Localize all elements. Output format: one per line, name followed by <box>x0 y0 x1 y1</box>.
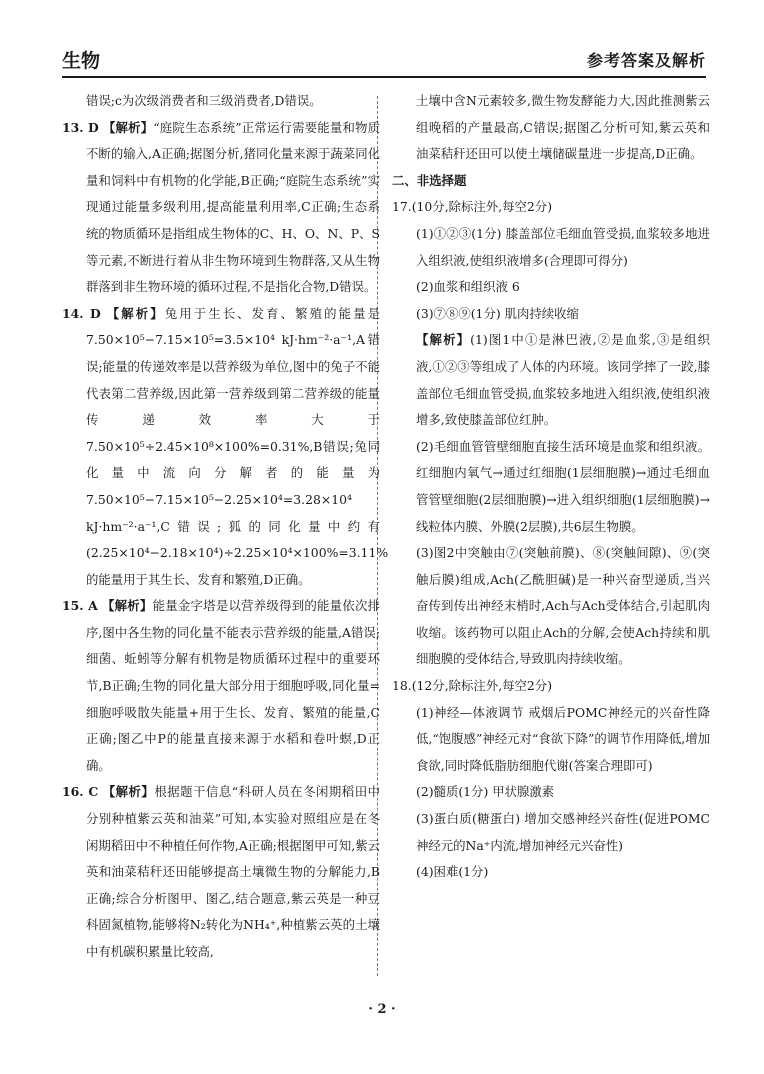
q17-answer-1: (1)①②③(1分) 膝盖部位毛细血管受损,血浆较多地进入组织液,使组织液增多(合理即可得分) <box>416 225 710 268</box>
q18-answer-1: (1)神经—体液调节 戒烟后POMC神经元的兴奋性降低,“饱腹感”神经元对“食欲下降”的调节作用降低,增加食欲,同时降低脂肪细胞代谢(答案合理即可) <box>416 704 710 773</box>
q18-answer-2: (2)髓质(1分) 甲状腺激素 <box>416 784 555 800</box>
q14-text: 兔用于生长、发育、繁殖的能量是7.50×10⁵−7.15×10⁵=3.5×10⁴ kJ·hm⁻²·a⁻¹,A错误;能量的传递效率是以营养级为单位,图中的兔子不能代表第二营养级,因此第一营养级到第二营养级的能量传递效率大于7.50×10⁵÷2.45×10⁸×100%=0.31%,B错误;兔同化量中流向分解者的能量为7.50×10⁵−7.15×10⁵−2.25×10⁴=3.28×10⁴ kJ·hm⁻²·a⁻¹,C错误;狐的同化量中约有(2.25×10⁴−2.18×10⁴)÷2.25×10⁴×100%=3.11%的能量用于其生长、发育和繁殖,D正确。 <box>86 305 389 587</box>
q15-answer <box>62 593 380 779</box>
q18-head: 18.(12分,除标注外,每空2分) <box>392 678 553 694</box>
q16-number: 16. C <box>62 784 99 800</box>
left-column <box>62 88 389 966</box>
q12-continuation: 错误;c为次级消费者和三级消费者,D错误。 <box>86 93 322 108</box>
q14-number: 14. D <box>62 305 101 321</box>
q13-number: 13. D <box>62 119 99 135</box>
q17-explanation-1-text: (1)图1中①是淋巴液,②是血浆,③是组织液,①②③等组成了人体的内环境。该同学摔了一跤,膝盖部位毛细血管受损,血浆较多地进入组织液,使组织液增多,致使膝盖部位红肿。 <box>416 332 710 428</box>
q13-analysis-tag: 【解析】 <box>102 119 154 135</box>
q16-text: 根据题干信息“科研人员在冬闲期稻田中分别种植紫云英和油菜”可知,本实验对照组应是在冬闲期稻田中不种植任何作物,A正确;根据图甲可知,紫云英和油菜秸秆还田能够提高土壤微生物的分解能力,B正确;综合分析图甲、图乙,结合题意,紫云英是一种豆科固氮植物,能够将N₂转化为NH₄⁺,种植紫云英的土壤中有机碳积累量比较高, <box>86 784 380 959</box>
q16-analysis-tag: 【解析】 <box>102 784 155 800</box>
q16-answer <box>62 779 380 965</box>
q16-continuation: 土壤中含N元素较多,微生物发酵能力大,因此推测紫云组晚稻的产量最高,C错误;据图乙分析可知,紫云英和油菜秸秆还田可以使土壤储碳量进一步提高,D正确。 <box>416 93 710 162</box>
header-title: 参考答案及解析 <box>586 51 706 70</box>
q13-answer <box>62 115 380 301</box>
q15-analysis-tag: 【解析】 <box>101 598 153 614</box>
q17-head: 17.(10分,除标注外,每空2分) <box>392 199 553 215</box>
section-heading: 二、非选择题 <box>392 172 467 188</box>
subject-label: 生物 <box>62 50 101 72</box>
q17-answer-3: (3)⑦⑧⑨(1分) 肌肉持续收缩 <box>416 305 579 321</box>
page-number: · 2 · <box>368 1002 396 1017</box>
page-header <box>62 42 706 78</box>
q17-answer-2: (2)血浆和组织液 6 <box>416 279 520 295</box>
q14-analysis-tag: 【解析】 <box>106 305 165 321</box>
q15-text: 能量金字塔是以营养级得到的能量依次排序,图中各生物的同化量不能表示营养级的能量,A错误;细菌、蚯蚓等分解有机物是物质循环过程中的重要环节,B正确;生物的同化量大部分用于细胞呼吸,同化量=细胞呼吸散失能量+用于生长、发育、繁殖的能量,C正确;图乙中P的能量直接来源于水稻和卷叶螟,D正确。 <box>86 598 381 773</box>
q14-answer <box>62 301 389 594</box>
q17-explanation-3: (3)图2中突触由⑦(突触前膜)、⑧(突触间隙)、⑨(突触后膜)组成,Ach(乙酰胆碱)是一种兴奋型递质,当兴奋传到传出神经末梢时,Ach与Ach受体结合,引起肌肉收缩。该药物可以阻止Ach的分解,会使Ach持续和肌细胞膜的受体结合,导致肌肉持续收缩。 <box>416 545 710 667</box>
q17-explanation-1 <box>392 327 710 433</box>
q18-answer-4: (4)困难(1分) <box>416 864 489 880</box>
q13-text: “庭院生态系统”正常运行需要能量和物质不断的输入,A正确;据图分析,猪同化量来源于蔬菜同化量和饲料中有机物的化学能,B正确;“庭院生态系统”实现通过能量多级利用,提高能量利用率,C正确;生态系统的物质循环是指组成生物体的C、H、O、N、P、S等元素,不断进行着从非生物环境到生物群落,又从生物群落到非生物环境的循环过程,不是指化合物,D错误。 <box>86 119 381 295</box>
q17-explanation-2: (2)毛细血管管壁细胞直接生活环境是血浆和组织液。红细胞内氧气→通过红细胞(1层细胞膜)→通过毛细血管管壁细胞(2层细胞膜)→进入组织细胞(1层细胞膜)→线粒体内膜、外膜(2层膜),共6层生物膜。 <box>416 438 710 534</box>
q15-number: 15. A <box>62 598 98 614</box>
q17-analysis-tag: 【解析】 <box>416 332 471 348</box>
right-column <box>392 88 710 886</box>
q18-answer-3: (3)蛋白质(糖蛋白) 增加交感神经兴奋性(促进POMC神经元的Na⁺内流,增加神经元兴奋性) <box>416 811 710 853</box>
